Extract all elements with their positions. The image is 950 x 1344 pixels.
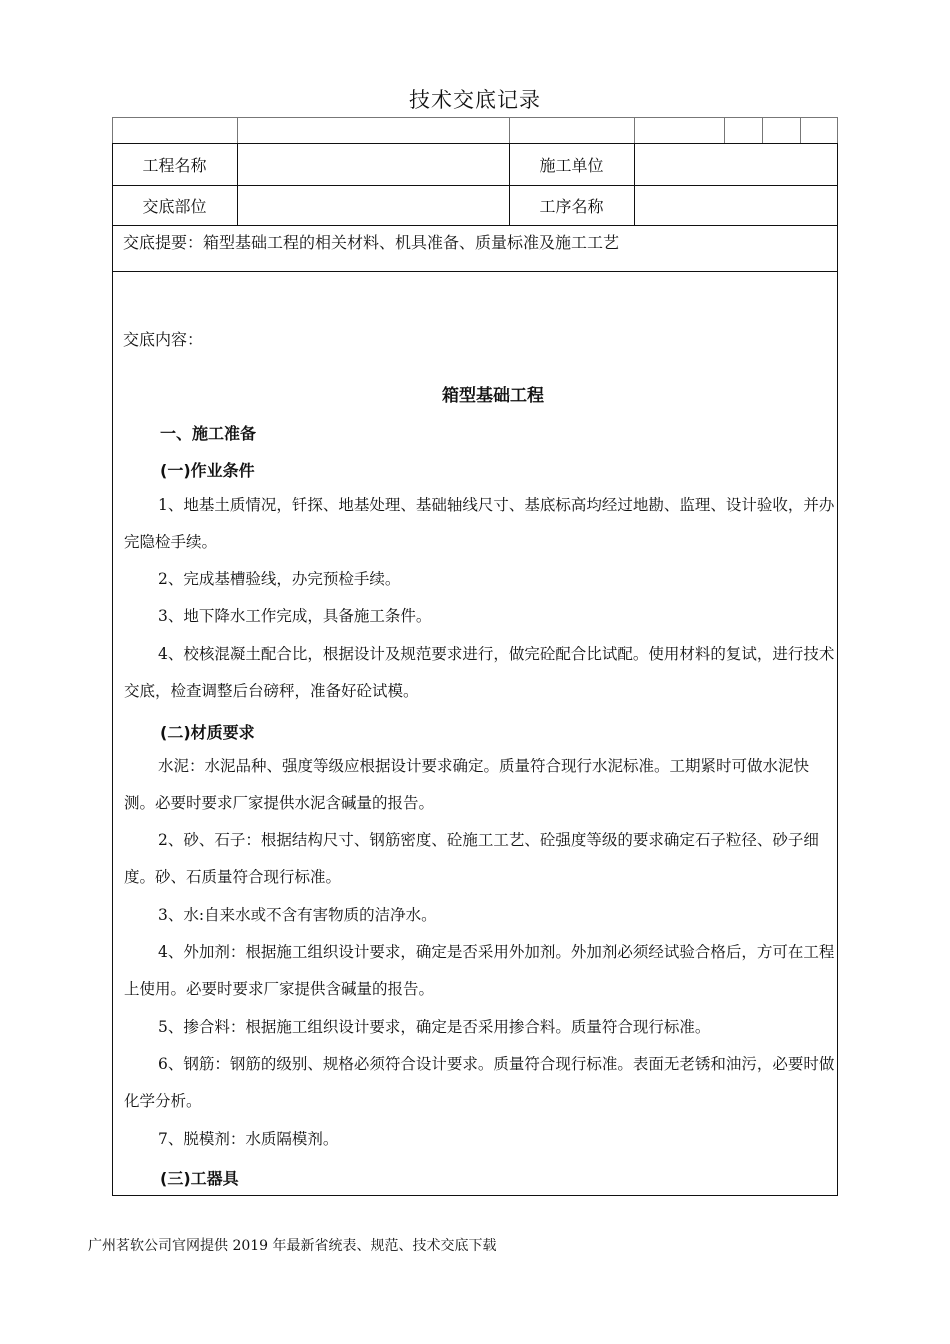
row-divider	[112, 271, 838, 272]
summary-text: 交底提要：箱型基础工程的相关材料、机具准备、质量标准及施工工艺	[123, 233, 620, 252]
process-name-value	[634, 185, 838, 225]
location-value	[237, 185, 509, 225]
paragraph: 5、掺合料：根据施工组织设计要求，确定是否采用掺合料。质量符合现行标准。	[158, 1018, 711, 1036]
project-name-value	[237, 143, 509, 185]
paragraph: 7、脱模剂：水质隔模剂。	[158, 1130, 339, 1148]
paragraph: 4、外加剂：根据施工组织设计要求，确定是否采用外加剂。外加剂必须经试验合格后，方可在工程上使用。必要时要求厂家提供含碱量的报告。	[124, 943, 835, 998]
construction-unit-value	[634, 143, 838, 185]
paragraph: 4、校核混凝土配合比，根据设计及规范要求进行，做完砼配合比试配。使用材料的复试，进行技术交底，检查调整后台磅秤，准备好砼试模。	[124, 645, 835, 700]
subsection-title: (一)作业条件	[160, 461, 255, 480]
paragraph: 水泥：水泥品种、强度等级应根据设计要求确定。质量符合现行水泥标准。工期紧时可做水泥快测。必要时要求厂家提供水泥含碱量的报告。	[124, 757, 810, 812]
row-divider	[112, 225, 838, 226]
content-label: 交底内容：	[123, 330, 204, 349]
section-title: 一、施工准备	[160, 424, 257, 443]
location-label: 交底部位	[142, 196, 207, 216]
strip-cell	[763, 118, 801, 143]
paragraph: 1、地基土质情况，钎探、地基处理、基础轴线尺寸、基底标高均经过地勘、监理、设计验收，并办完隐检手续。	[124, 496, 835, 551]
strip-cell	[238, 118, 510, 143]
strip-cell	[635, 118, 725, 143]
construction-unit-label: 施工单位	[539, 155, 604, 175]
document-title: 技术交底记录	[409, 88, 541, 112]
process-name-label: 工序名称	[539, 196, 604, 216]
subsection-title: (三)工器具	[160, 1169, 239, 1188]
project-name-label: 工程名称	[142, 155, 207, 175]
strip-cell	[510, 118, 635, 143]
paragraph: 6、钢筋：钢筋的级别、规格必须符合设计要求。质量符合现行标准。表面无老锈和油污，必要时做化学分析。	[124, 1055, 835, 1110]
paragraph: 3、地下降水工作完成，具备施工条件。	[158, 607, 432, 625]
paragraph: 2、砂、石子：根据结构尺寸、钢筋密度、砼施工工艺、砼强度等级的要求确定石子粒径、砂子细度。砂、石质量符合现行标准。	[124, 831, 819, 886]
signoff-strip	[112, 117, 838, 143]
strip-cell	[801, 118, 837, 143]
fields-row-2	[112, 185, 838, 225]
footer-text: 广州茗软公司官网提供 2019 年最新省统表、规范、技术交底下载	[88, 1238, 497, 1254]
fields-row-1	[112, 143, 838, 185]
paragraph: 2、完成基槽验线，办完预检手续。	[158, 570, 401, 588]
strip-cell	[113, 118, 238, 143]
paragraph: 3、水:自来水或不含有害物质的洁净水。	[158, 906, 437, 924]
strip-cell	[725, 118, 763, 143]
content-heading: 箱型基础工程	[442, 386, 544, 406]
subsection-title: (二)材质要求	[160, 723, 255, 742]
